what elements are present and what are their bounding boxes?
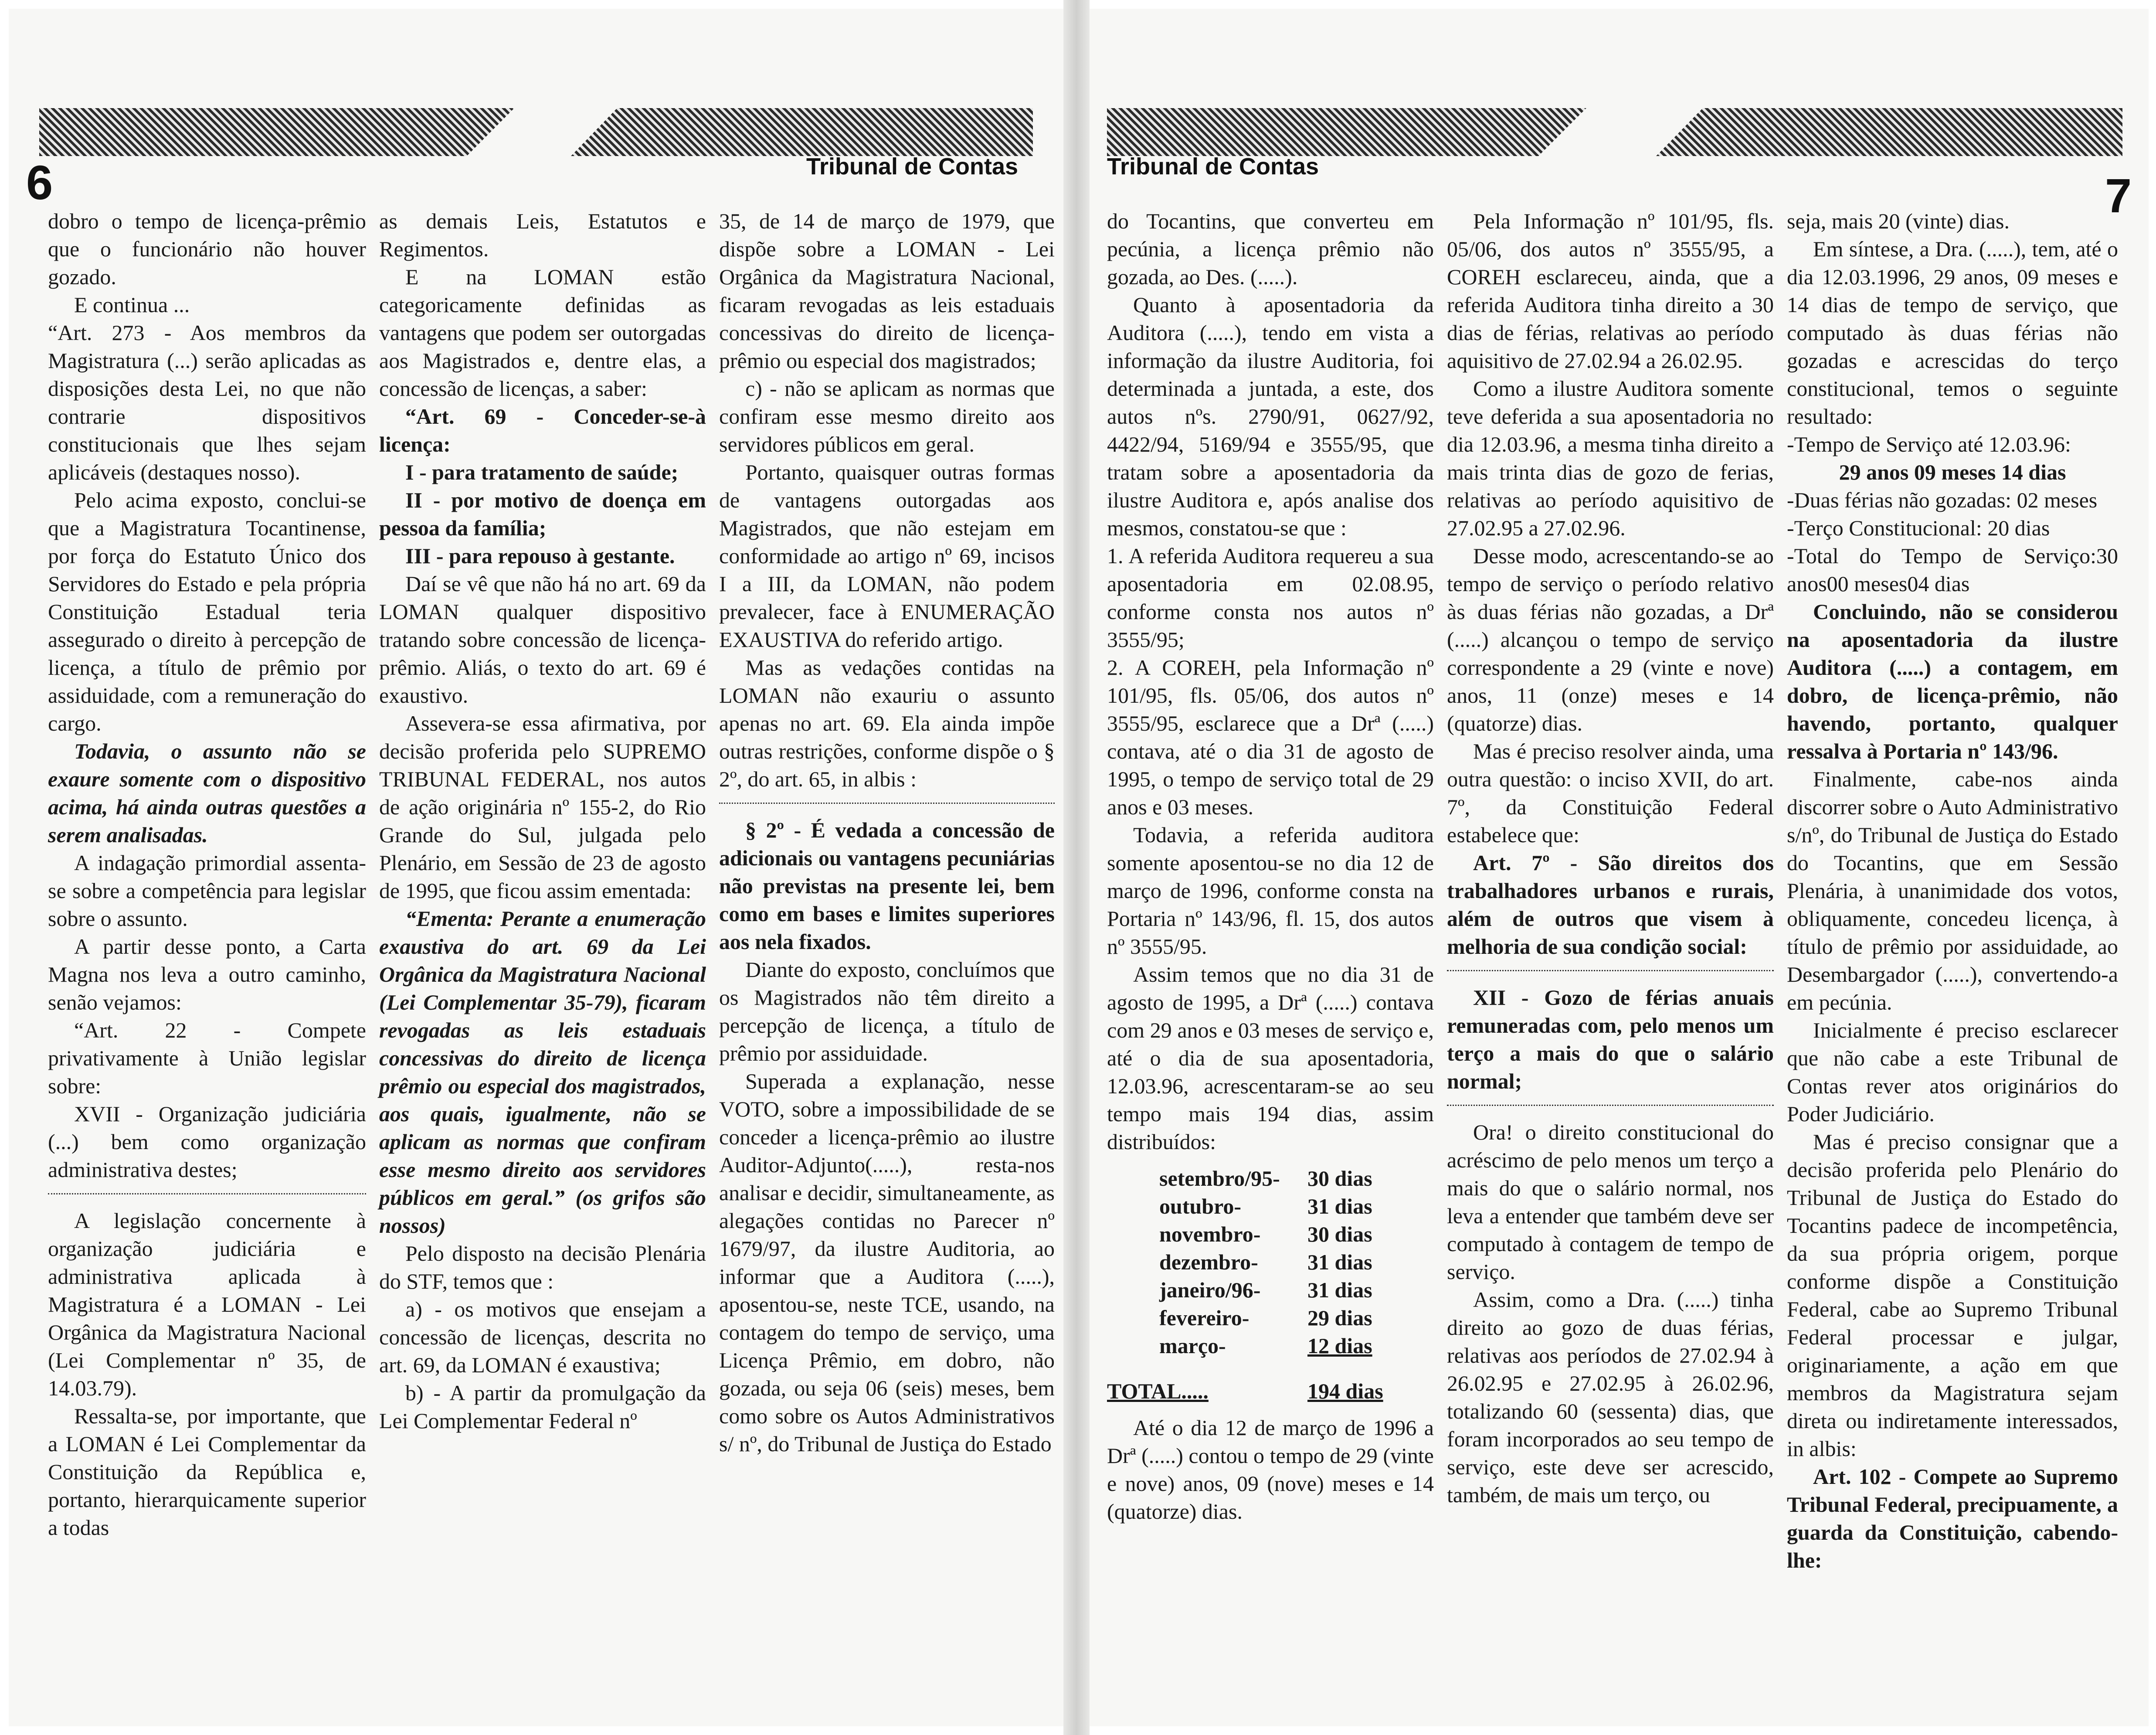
left-header-bar-1 [39, 108, 514, 156]
quote-art-102: Art. 102 - Compete ao Supremo Tribunal Federal, precipuamente, a guarda da Constituição, cabendo-lhe: [1787, 1464, 2118, 1572]
table-row [1159, 1304, 1434, 1332]
quote-art-7: Art. 7º - São direitos dos trabalhadores urbanos e rurais, além de outros que visem à melhoria de sua condição social: [1447, 850, 1774, 959]
month-cell: fevereiro- [1159, 1306, 1249, 1330]
quote-ementa: “Ementa: Perante a enumeração exaustiva do art. 69 da Lei Orgânica da Magistratura Nacional (Lei Complementar 35-79), ficaram revogadas as leis estaduais concessivas do direito de licença prêmio ou especial dos magistrados, aos quais, igualmente, não se aplicam as normas que confiram esse mesmo direito aos servidores públicos em geral.” (os grifos são nossos) [379, 906, 706, 1238]
paragraph: Mas as vedações contidas na LOMAN não exauriu o assunto apenas no art. 69. Ela ainda impõe outras restrições, conforme dispõe o § 2º, do art. 65, in albis : [719, 655, 1055, 791]
paragraph: dobro o tempo de licença-prêmio que o funcionário não houver gozado. [48, 209, 366, 289]
column-3 [719, 207, 1055, 1458]
paragraph: E na LOMAN estão categoricamente definidas as vantagens que podem ser outorgadas aos Magistrados e, dentre elas, a concessão de licenças, a saber: [379, 265, 706, 401]
left-page [9, 9, 1063, 1726]
list-item-a: a) - os motivos que ensejam a concessão de licenças, descrita no art. 69, da LOMAN é exaustiva; [379, 1297, 706, 1377]
paragraph-emphasis: Todavia, o assunto não se exaure somente com o dispositivo acima, há ainda outras questões a serem analisadas. [48, 739, 366, 847]
paragraph: do Tocantins, que converteu em pecúnia, a licença prêmio não gozada, ao Des. (.....). [1107, 209, 1434, 289]
list-item-b: b) - A partir da promulgação da Lei Complementar Federal nº [379, 1381, 706, 1433]
right-page [1090, 9, 2149, 1726]
paragraph: seja, mais 20 (vinte) dias. [1787, 209, 2010, 233]
page-number-right: 7 [2105, 169, 2132, 223]
quote-paragraph-2: § 2º - É vedada a concessão de adicionais ou vantagens pecuniárias não previstas na presente lei, bem como em bases e limites superiores aos nela fixados. [719, 818, 1055, 954]
paragraph: Mas é preciso resolver ainda, uma outra questão: o inciso XVII, do art. 7º, da Constituição Federal estabelece que: [1447, 739, 1774, 847]
days-cell: 30 dias [1307, 1166, 1372, 1191]
dotted-separator [1447, 970, 1774, 971]
item-1: 1. A referida Auditora requereu a sua aposentadoria em 02.08.95, conforme consta nos autos nº 3555/95; [1107, 544, 1434, 652]
dotted-separator [48, 1193, 366, 1194]
quote-art-69: “Art. 69 - Conceder-se-à licença: [379, 404, 706, 456]
quote-inciso-xii: XII - Gozo de férias anuais remuneradas com, pelo menos um terço a mais do que o salário normal; [1447, 985, 1774, 1093]
table-row [1159, 1220, 1434, 1248]
days-cell: 31 dias [1307, 1278, 1372, 1302]
paragraph: Finalmente, cabe-nos ainda discorrer sobre o Auto Administrativo s/nº, do Tribunal de Justiça do Estado do Tocantins, que em Sessão Plenária, à unanimidade dos votos, obliquamente, concedeu licença, à título de prêmio por assiduidade, ao Desembargador (.....), convertendo-a em pecúnia. [1787, 767, 2118, 1014]
month-cell: março- [1159, 1334, 1226, 1358]
summary-line: -Total do Tempo de Serviço:30 anos00 meses04 dias [1787, 544, 2118, 596]
paragraph: Ressalta-se, por importante, que a LOMAN é Lei Complementar da Constituição da República e, portanto, hierarquicamente superior a todas [48, 1404, 366, 1540]
summary-line: -Duas férias não gozadas: 02 meses [1787, 488, 2098, 512]
days-cell: 31 dias [1307, 1194, 1372, 1218]
paragraph: A legislação concernente à organização judiciária e administrativa aplicada à Magistratura é a LOMAN - Lei Orgânica da Magistratura Nacional (Lei Complementar nº 35, de 14.03.79). [48, 1208, 366, 1400]
page-number-left: 6 [26, 156, 53, 210]
total-value: 194 dias [1307, 1379, 1383, 1403]
paragraph: Inicialmente é preciso esclarecer que não cabe a este Tribunal de Contas rever atos originários do Poder Judiciário. [1787, 1018, 2118, 1126]
table-row [1159, 1332, 1434, 1360]
paragraph: A indagação primordial assenta-se sobre a competência para legislar sobre o assunto. [48, 850, 366, 931]
quote-art-273: “Art. 273 - Aos membros da Magistratura (...) serão aplicadas as disposições desta Lei, no que não contrarie dispositivos constitucionais que lhes sejam aplicáveis (destaques nosso). [48, 320, 366, 484]
paragraph: Portanto, quaisquer outras formas de vantagens outorgadas aos Magistrados, que não estejam em conformidade ao artigo nº 69, incisos I a III, da LOMAN, não podem prevalecer, face à ENUMERAÇÃO EXAUSTIVA do referido artigo. [719, 460, 1055, 652]
paragraph: Desse modo, acrescentando-se ao tempo de serviço o período relativo às duas férias não gozadas, a Drª (.....) alcançou o tempo de serviço correspondente a 29 (vinte e nove) anos, 11 (onze) meses e 14 (quatorze) dias. [1447, 544, 1774, 735]
month-cell: novembro- [1159, 1222, 1261, 1246]
right-header-bar-1 [1107, 108, 1586, 156]
paragraph: Quanto à aposentadoria da Auditora (.....), tendo em vista a informação da ilustre Auditoria, foi determinada a juntada, a este, dos autos nºs. 2790/91, 0627/92, 4422/94, 5169/94 e 3555/95, que tratam sobre a aposentadoria da ilustre Auditora e, após analise dos mesmos, constatou-se que : [1107, 293, 1434, 540]
quote-art-22: “Art. 22 - Compete privativamente à União legislar sobre: [48, 1018, 366, 1098]
total-label: TOTAL..... [1107, 1379, 1209, 1403]
column-4 [1107, 207, 1434, 1525]
paragraph: Daí se vê que não há no art. 69 da LOMAN qualquer dispositivo tratando sobre concessão de licença-prêmio. Aliás, o texto do art. 69 é exaustivo. [379, 572, 706, 708]
month-cell: janeiro/96- [1159, 1278, 1261, 1302]
header-title-left: Tribunal de Contas [806, 153, 1019, 180]
paragraph: Até o dia 12 de março de 1996 a Drª (.....) contou o tempo de 29 (vinte e nove) anos, 09 (nove) meses e 14 (quatorze) dias. [1107, 1415, 1434, 1524]
paragraph-conclusion: Concluindo, não se considerou na aposentadoria da ilustre Auditora (.....) a contagem, em dobro, de licença-prêmio, não havendo, portanto, qualquer ressalva à Portaria nº 143/96. [1787, 599, 2118, 763]
summary-line: -Terço Constitucional: 20 dias [1787, 516, 2050, 540]
paragraph: Ora! o direito constitucional do acréscimo de pelo menos um terço a mais do que o salário normal, nos leva a entender que também deve ser computado à contagem de tempo de serviço. [1447, 1120, 1774, 1284]
paragraph: Pelo acima exposto, conclui-se que a Magistratura Tocantinense, por força do Estatuto Único dos Servidores do Estado e pela própria Constituição Estadual teria assegurado o direito à percepção de licença, a título de prêmio por assiduidade, com a remuneração do cargo. [48, 488, 366, 735]
month-cell: outubro- [1159, 1194, 1242, 1218]
days-cell: 12 dias [1307, 1334, 1372, 1358]
table-row [1159, 1248, 1434, 1276]
paragraph: 35, de 14 de março de 1979, que dispõe sobre a LOMAN - Lei Orgânica da Magistratura Nacional, ficaram revogadas as leis estaduais concessivas do direito de licença-prêmio ou especial dos magistrados; [719, 209, 1055, 373]
paragraph: Mas é preciso consignar que a decisão proferida pelo Plenário do Tribunal de Justiça do Estado do Tocantins padece de incompetência, da sua própria origem, porque conforme dispõe a Constituição Federal, cabe ao Supremo Tribunal Federal processar e julgar, originariamente, a ação em que membros da Magistratura sejam direta ou indiretamente interessados, in albis: [1787, 1129, 2118, 1461]
quote-inciso-ii: II - por motivo de doença em pessoa da família; [379, 488, 706, 540]
days-cell: 30 dias [1307, 1222, 1372, 1246]
paragraph: Diante do exposto, concluímos que os Magistrados não têm direito a percepção de licença, a título de prêmio por assiduidade. [719, 957, 1055, 1065]
paragraph: Em síntese, a Dra. (.....), tem, até o dia 12.03.1996, 29 anos, 09 meses e 14 dias de tempo de serviço, que computado às duas férias não gozadas e acrescidas do terço constitucional, temos o seguinte resultado: [1787, 237, 2118, 429]
days-cell: 29 dias [1307, 1306, 1372, 1330]
list-item-c: c) - não se aplicam as normas que confiram esse mesmo direito aos servidores públicos em geral. [719, 376, 1055, 456]
month-cell: dezembro- [1159, 1250, 1258, 1274]
table-row [1159, 1164, 1434, 1192]
item-2: 2. A COREH, pela Informação nº 101/95, fls. 05/06, dos autos nº 3555/95, esclarece que a Drª (.....) contava, até o dia 31 de agosto de 1995, o tempo de serviço total de 29 anos e 03 meses. [1107, 655, 1434, 819]
paragraph: Pela Informação nº 101/95, fls. 05/06, dos autos nº 3555/95, a COREH esclareceu, ainda, que a referida Auditora tinha direito a 30 dias de férias, relativas ao período aquisitivo de 27.02.94 a 26.02.95. [1447, 209, 1774, 373]
left-header-bar-2 [571, 108, 1033, 156]
paragraph: Como a ilustre Auditora somente teve deferida a sua aposentadoria no dia 12.03.96, a mesma tinha direito a mais trinta dias de gozo de ferias, relativas ao período aquisitivo de 27.02.95 a 27.02.96. [1447, 376, 1774, 540]
summary-value: 29 anos 09 meses 14 dias [1839, 460, 2066, 484]
paragraph: A partir desse ponto, a Carta Magna nos leva a outro caminho, senão vejamos: [48, 934, 366, 1014]
header-title-right: Tribunal de Contas [1107, 153, 1319, 180]
column-1 [48, 207, 366, 1541]
dotted-separator [719, 803, 1055, 804]
table-row [1159, 1276, 1434, 1304]
paragraph: Superada a explanação, nesse VOTO, sobre a impossibilidade de se conceder a licença-prêmio ao ilustre Auditor-Adjunto(.....), resta-nos analisar e decidir, simultaneamente, as alegações contidas no Parecer nº 1679/97, da ilustre Auditoria, ao informar que a Auditora (.....), aposentou-se, neste TCE, usando, na contagem do tempo de serviço, uma Licença Prêmio, em dobro, não gozada, ou seja 06 (seis) meses, bem como sobre os Autos Administrativos s/ nº, do Tribunal de Justiça do Estado [719, 1069, 1055, 1456]
paragraph: Assim temos que no dia 31 de agosto de 1995, a Drª (.....) contava com 29 anos e 03 meses de serviço e, até o dia de sua aposentadoria, 12.03.96, acrescentaram-se ao seu tempo mais 194 dias, assim distribuídos: [1107, 962, 1434, 1154]
column-6 [1787, 207, 2118, 1574]
paragraph: as demais Leis, Estatutos e Regimentos. [379, 209, 706, 261]
table-total-row [1107, 1377, 1434, 1405]
quote-inciso-i: I - para tratamento de saúde; [405, 460, 679, 484]
quote-inciso-xvii: XVII - Organização judiciária (...) bem como organização administrativa destes; [48, 1102, 366, 1182]
summary-line: -Tempo de Serviço até 12.03.96: [1787, 432, 2071, 456]
dotted-separator [1447, 1105, 1774, 1106]
paragraph: Assim, como a Dra. (.....) tinha direito ao gozo de duas férias, relativas aos períodos de 27.02.94 à 26.02.95 e 27.02.95 à 26.02.96, totalizando 60 (sessenta) dias, que foram incorporados ao seu tempo de serviço, este deve ser acrescido, também, de mais um terço, ou [1447, 1287, 1774, 1507]
paragraph: Todavia, a referida auditora somente aposentou-se no dia 12 de março de 1996, conforme consta na Portaria nº 143/96, fl. 15, dos autos nº 3555/95. [1107, 823, 1434, 959]
days-table [1107, 1164, 1434, 1405]
right-header-bar-2 [1656, 108, 2122, 156]
column-2 [379, 207, 706, 1435]
column-5 [1447, 207, 1774, 1509]
table-row [1159, 1192, 1434, 1220]
book-spine [1063, 0, 1090, 1735]
paragraph: Assevera-se essa afirmativa, por decisão proferida pelo SUPREMO TRIBUNAL FEDERAL, nos autos de ação originária nº 155-2, do Rio Grande do Sul, julgada pelo Plenário, em Sessão de 23 de agosto de 1995, que ficou assim ementada: [379, 711, 706, 903]
paragraph: E continua ... [74, 293, 190, 317]
days-cell: 31 dias [1307, 1250, 1372, 1274]
quote-inciso-iii: III - para repouso à gestante. [405, 544, 675, 568]
paragraph: Pelo disposto na decisão Plenária do STF, temos que : [379, 1241, 706, 1293]
month-cell: setembro/95- [1159, 1166, 1280, 1191]
